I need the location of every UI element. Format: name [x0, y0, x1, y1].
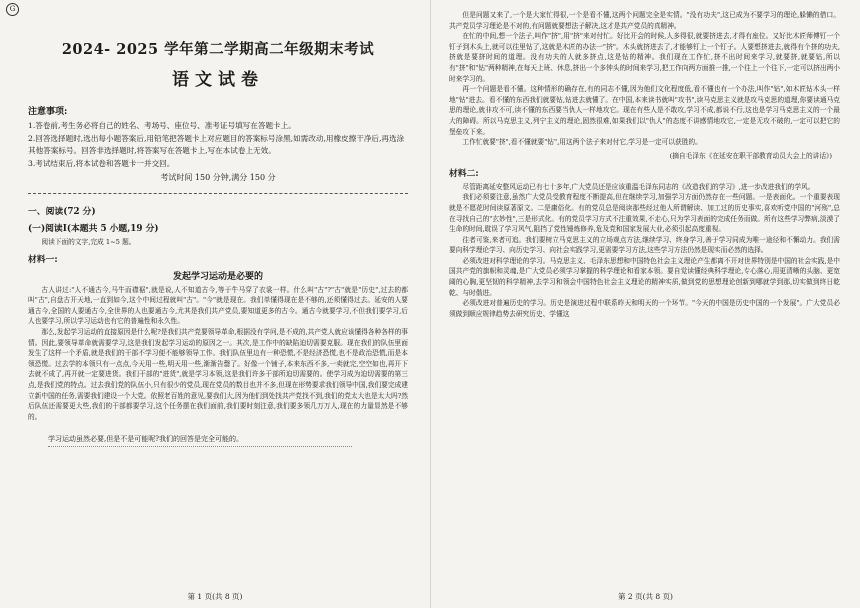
article-paragraph: 但是问题又来了,一个是大家忙得很,一个是看不懂,这两个问题完全是实情。"没有功夫",这已成为不要学习的理论,躲懒的借口。共产党员学习理论是不对的,有问题就要想法子解决,这才是共产党员的真精神。 [449, 11, 840, 30]
material-label: 材料二: [449, 168, 479, 179]
article-title: 发起学习运动是必要的 [172, 271, 263, 282]
time-line: 考试时间 150 分钟,满分 150 分 [160, 173, 276, 182]
quote-line: 学习运动虽然必要,但是不是可能呢?我们的回答是完全可能的。 [48, 435, 243, 444]
article-paragraph: 在忙的中间,想一个法子,叫作"挤",用"挤"来对付忙。好比开会的时候,人多得很,就要挤进去,才得有座位。又好比木匠师傅钉一个钉子到木头上,就可以往里钻了,这就是木匠的办法一"挤"。木头就挤进去了,才能够钉上一个钉子。人要想挤进去,就得有个挤的功夫,挤就是要挤时间的道理。没有功夫的人就多挤点,这是钻的精神。我们现在工作忙,挤不出时间来学习,就要挤,就要钻,所以有"挤"和"钻"两种精神,在每天上班、休息,挤出一个多钟头的时间来学习,把工作向两方面推一推,一个往上一个往下,一定可以挤出两小时来学习的。 [449, 32, 840, 83]
dotted-divider [48, 446, 352, 447]
article-paragraph: 尽管距离延安整风运动已有七十多年,广大党员还是应该重温毛泽东同志的《改造我们的学习》,进一步改进我们的学风。 [462, 182, 815, 191]
page-footer: 第 2 页(共 8 页) [618, 592, 673, 601]
material-label: 材料一: [28, 254, 58, 265]
article-paragraph: 必须改进对普遍历史的学习。历史是演进过程中联系昨天和明天的一个环节。"今天的中国是历史中国的一个发展"。广大党员必须做到顺应规律趋势去研究历史、学懂这 [449, 299, 840, 318]
article-paragraph: 工作忙就要"挤",看不懂就要"钻",用这两个法子来对付它,学习是一定可以获胜的。 [462, 138, 702, 147]
notes-heading: 注意事项: [28, 107, 68, 117]
citation: (摘自毛泽东《在延安在职干部教育动员大会上的讲话》) [669, 151, 832, 160]
exam-title: 2024- 2025 学年第二学期高二年级期末考试 [61, 41, 375, 58]
instruction: 阅读下面的文字,完成 1~5 题。 [41, 238, 136, 246]
subsection-heading: (一)阅读Ⅰ(本题共 5 小题,19 分) [28, 224, 159, 234]
note-item: 1.答卷前,考生务必将自己的姓名、考场号、座位号、准考证号填写在答题卡上。 [28, 121, 296, 130]
divider [28, 193, 408, 194]
article-paragraph: 再一个问题是看不懂。这种情形的确存在,有的同志不懂,因为他们文化程度低,看不懂也有一个办法,叫作"钻",如木匠钻木头一样地"钻"进去。看不懂的东西我们就要钻,钻进去就懂了。在中国,本来读书就叫"攻书",读马克思主义就是攻马克思的道理,你要读通马克思的理论,就非攻不可,读不懂的东西要当仇人一样地攻它。现在有些人是不敢攻,学习不成,都说不行,这也是学习马克思主义的一个最大的障碍。所以马克思主义,列宁主义的理论,固然很难,如果我们以"仇人"的态度不讲感情地攻它,一定是无攻不破的,一定可以把它的堡垒攻下来。 [449, 85, 840, 136]
note-item: 3.考试结束后,将本试卷和答题卡一并交回。 [28, 158, 175, 168]
article-paragraph: 古人讲过:"人不通古今,马牛而襟裾",就是说,人不知道古今,等于牛马穿了衣裳一样。什么叫"古"?"古"就是"历史",过去的都叫"古",自盘古开天地,一直到如今,这个中间过程就叫"古"。"今"就是现在。我们单懂得现在是不够的,还须懂得过去。延安的人要通古今,全国的人要通古今,全世界的人也要通古今,尤其是我们共产党员,要知道更多的古今。通古今就要学习,不但我们要学习,后人也要学习,所以学习运动也有它的普遍性和永久性。 [28, 285, 408, 326]
article-paragraph: 那么,发起学习运动的直接原因是什么呢?是我们共产党要领导革命,根据没有学问,是不成的,共产党人就应该懂得各种各样的事情。因此,要领导革命就需要学习,这是我们发起学习运动的原因之一。其次,是工作中的缺陷迫切需要克服。现在我们的队伍里面发生了这样一个矛盾,就是我们的干部不学习便不能够领导工作。我们队伍里边有一种恐慌,不是经济恐慌,也不是政治恐慌,而是本领恐慌。过去学的本领只有一点点,今天用一些,明天用一些,渐渐告罄了。好像一个铺子,本来东西不多,一卖就完,空空如也,再开下去就不成了,再开就一定要进货。我们干部的"进货",就是学习本领,这是我们许多干部所迫切需要的。使学习成为迫切需要的第三点,是我们党的特点。过去我们党的队伍小,只有很少的党员,现在党员的数目也并不多,但现在形势要求我们领导中国,我们要完成建立新中国的任务,需要我们建设一个大党。依照老百姓的意见,要我们大,因为他们到处找共产党找不到,我们的党太大也是太大吗?然后队伍还需要更大些,我们的干部都要学习,这个任务摆在我们面前,我们要时刻注意,我们要多领几万万人,现在的力量显然是不够的。 [28, 327, 408, 421]
subject-title: 语文试卷 [172, 70, 264, 90]
exam-page-2 [430, 0, 860, 608]
corner-mark: G [6, 3, 19, 16]
section-heading: 一、阅读(72 分) [28, 207, 96, 217]
note-item: 2.回答选择题时,选出每小题答案后,用铅笔把答题卡上对应题目的答案标号涂黑,如需改动,用橡皮擦干净后,再选涂其他答案标号。回答非选择题时,将答案写在答题卡上,写在本试卷上无效。 [28, 133, 405, 155]
page-footer: 第 1 页(共 8 页) [187, 592, 243, 601]
article-paragraph: 往者可鉴,来者可追。我们要树立马克思主义的立场观点方法,继续学习、终身学习,善于学习同成为唯一途径和不懈动力。我们需要向科学理论学习、向历史学习、向社会实践学习,更需要学习方法,这些学习方法仍然是现实而必然的选择。 [449, 235, 840, 255]
article-paragraph: 必须改进对科学理论的学习。马克思主义、毛泽东思想和中国特色社会主义理论产生都离不开对世界特别是中国的社会实践,是中国共产党的旗帜和灵魂,是广大党员必须学习掌握的科学理论和看家本领。要自觉读懂经典科学理论,专心落心,用更清晰的头脑、更宽阔的心胸,更坚韧的科学精神,去学习和领会中国特色社会主义理论的精神实质,做到党的思想理论创新到哪就学到那,切实做到终日乾乾、与时偕进。 [449, 256, 840, 297]
article-paragraph: 我们必须要注意,虽然广大党员受教育程度不断提高,但在继续学习,加强学习方面仍然存在一些问题。一是表面化。一个重要表现就是不愿花时间读原著原文。二是庸俗化。有的党员总是阅读那些经过他人所谓解读、加工过的历史事实,喜欢听党中国的"河殇",总在寻找自己的"玄妙性",三是形式化。有的党员学习方式不注重效果,不走心,只为学习表面的完成任务而做。所有这些学习弊病,淡漠了生命的时间,耽误了学习风气,阻挡了党性锤炼修养,危及党和国家发展大业,必须引起高度重视。 [449, 193, 840, 234]
